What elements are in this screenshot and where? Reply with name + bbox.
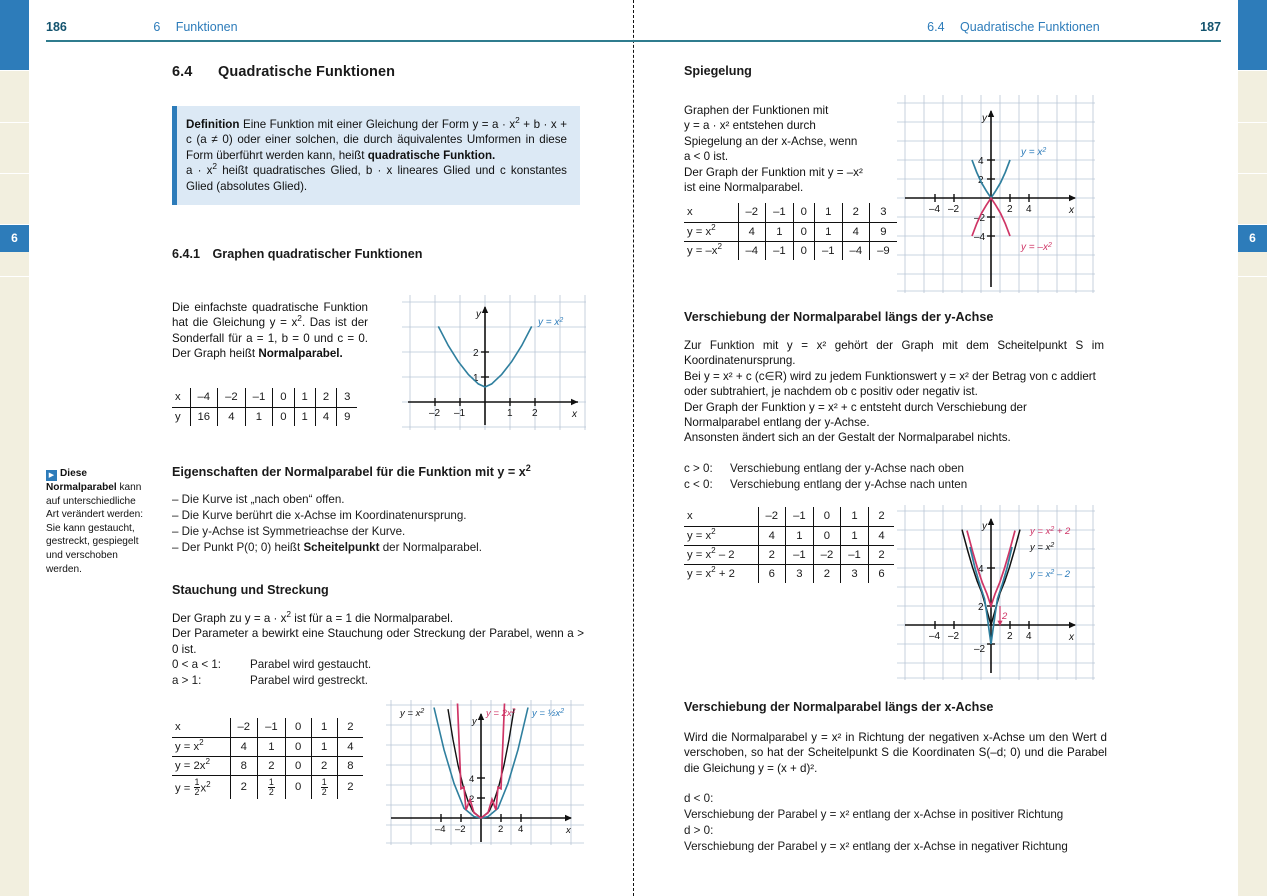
right-edge-top-block — [1238, 0, 1267, 70]
y-tick-label: 2 — [978, 175, 984, 186]
verschiebung-y-p4: Ansonsten ändert sich an der Gestalt der Normalparabel nichts. — [684, 431, 1011, 445]
definition-part2: + b · x + c (a ≠ 0) oder einer solchen, die durch äquivalentes Umformen in diese Form überführt werden kann, heißt — [186, 118, 567, 162]
header-chapter-number: 6 — [153, 20, 161, 34]
cell: 1 — [311, 718, 337, 737]
text-line: Graphen der Funktionen mit — [684, 104, 829, 117]
case-value: Verschiebung der Parabel y = x² entlang der x-Achse in positiver Richtung — [684, 808, 1064, 822]
table-row — [684, 526, 894, 545]
stauchung-p1-part2: ist für a = 1 die Normalparabel. — [291, 612, 454, 625]
text-line: ist eine Normalparabel. — [684, 181, 804, 195]
eigenschaften-heading-text: Eigenschaften der Normalparabel für die Funktion mit y = x — [172, 465, 526, 479]
row-label: y = — [175, 782, 194, 795]
y-axis-title: y — [472, 716, 477, 727]
cell: –2 — [218, 388, 246, 407]
row-label: y = 2x — [175, 759, 206, 772]
page-title — [172, 64, 634, 80]
eigenschaften-heading — [172, 462, 592, 479]
cell: 2 — [230, 775, 258, 799]
cell: 0 — [285, 775, 311, 799]
cell: 2 — [813, 564, 841, 583]
intro-text — [172, 300, 368, 362]
definition-part4: heißt quadratisches Glied, b · x lineares Glied und c konstantes Glied (absolutes Glied). — [186, 164, 567, 193]
list-item-bold: Scheitelpunkt — [303, 541, 380, 554]
edge-sep — [1238, 122, 1267, 123]
curve-label-x2-plus-2: $y = x^2 + 2$ — [1030, 526, 1071, 537]
x-tick-label: –2 — [429, 408, 441, 419]
list-item-part2: der Normalparabel. — [379, 541, 482, 554]
cell: –4 — [190, 388, 218, 407]
table-row — [684, 545, 894, 564]
y-tick-label: –4 — [974, 232, 986, 243]
definition-part1: Eine Funktion mit einer Gleichung der Form y = a · x — [239, 118, 516, 131]
case-key: d > 0: — [684, 824, 714, 838]
definition-lead: Definition — [186, 118, 240, 131]
table-row — [684, 203, 897, 222]
cell: 0 — [285, 737, 311, 756]
chart-spiegelung — [897, 95, 1095, 293]
cell: 1 — [841, 507, 869, 526]
left-chapter-tab-label: 6 — [11, 231, 18, 245]
edge-sep — [0, 276, 29, 277]
edge-sep — [0, 70, 29, 71]
stauchung-case-1 — [172, 657, 584, 673]
cell: 8 — [230, 756, 258, 775]
x-tick-label: 2 — [1007, 204, 1013, 215]
edge-sep — [1238, 224, 1267, 225]
y-tick-label: –2 — [974, 644, 986, 655]
y-tick-label: 4 — [978, 156, 984, 167]
x-tick-label: –4 — [435, 824, 446, 835]
cell: 1 — [294, 407, 315, 426]
cell: 4 — [315, 407, 336, 426]
y-tick-label: 1 — [473, 373, 479, 384]
cell: 0 — [285, 718, 311, 737]
cell: 0 — [793, 203, 814, 222]
edge-sep — [0, 224, 29, 225]
curve-label-x2: $y = x^2$ — [400, 708, 425, 719]
spiegelung-heading: Spiegelung — [684, 64, 752, 78]
curve-label-x2: $y = x^2$ — [1030, 542, 1055, 553]
x-tick-label: 2 — [532, 408, 538, 419]
row-label: y = –x — [687, 244, 718, 257]
cell: 0 — [285, 756, 311, 775]
cell: –1 — [841, 545, 869, 564]
edge-sep — [0, 173, 29, 174]
cell: 4 — [868, 526, 894, 545]
stauchung-block — [172, 583, 584, 689]
list-item: – Die Kurve ist „nach oben“ offen. — [172, 493, 345, 506]
verschiebung-y-p1: Zur Funktion mit y = x² gehört der Graph mit dem Scheitelpunkt S im Koordinatenursprung. — [684, 339, 1104, 368]
header-rule-right — [633, 40, 1221, 42]
cell: 4 — [230, 737, 258, 756]
stauchung-heading: Stauchung und Streckung — [172, 583, 329, 597]
table-stauchung — [172, 718, 363, 799]
table-row — [172, 388, 357, 407]
x-tick-label: 4 — [1026, 204, 1032, 215]
row-label-post: – 2 — [715, 548, 735, 561]
cell-label — [172, 737, 230, 756]
cell: 16 — [190, 407, 218, 426]
cell: 1 — [841, 526, 869, 545]
cell: 0 — [813, 526, 841, 545]
case-key: c < 0: — [684, 477, 713, 491]
list-item: – Die Kurve berührt die x-Achse im Koordinatenursprung. — [172, 509, 467, 522]
curve-label-minus-x2: $y = -x^2$ — [1021, 242, 1052, 253]
triangle-right-icon: ▶ — [46, 470, 57, 481]
case-key: a > 1: — [172, 674, 202, 688]
page-number-left: 186 — [46, 20, 67, 34]
section-number: 6.4 — [172, 64, 193, 80]
cell: 0 — [813, 507, 841, 526]
cell: 2 — [842, 203, 870, 222]
x-tick-label: –2 — [948, 631, 960, 642]
cell-label — [684, 222, 738, 241]
case-value: Verschiebung entlang der y-Achse nach oben — [730, 461, 964, 475]
cell: 9 — [870, 222, 897, 241]
y-axis-title: y — [476, 309, 481, 320]
cell-fraction — [311, 775, 337, 799]
edge-sep — [1238, 276, 1267, 277]
curve-label-y-x2: $y = x^2$ — [538, 317, 564, 328]
cell: 3 — [337, 388, 358, 407]
verschiebung-y-case-1 — [684, 461, 1104, 477]
left-chapter-tab — [0, 224, 29, 252]
cell: –9 — [870, 241, 897, 260]
x-tick-label: –1 — [454, 408, 466, 419]
verschiebung-x-block — [684, 700, 1107, 855]
y-tick-label: 2 — [473, 348, 479, 359]
x-tick-label: –4 — [929, 204, 941, 215]
cell: 1 — [766, 222, 794, 241]
sup-2: 2 — [717, 241, 722, 251]
verschiebung-x-case-1 — [684, 791, 1107, 823]
x-tick-label: 2 — [1007, 631, 1013, 642]
x-axis-title: x — [572, 409, 577, 420]
y-tick-label: 2 — [469, 794, 475, 805]
cell: 1 — [814, 222, 842, 241]
spiegelung-text — [684, 103, 904, 195]
margin-note — [46, 467, 150, 576]
header-chapter-title: Funktionen — [175, 20, 238, 34]
table-row — [684, 564, 894, 583]
table-row — [172, 407, 357, 426]
curve-label-x2: $y = x^2$ — [1021, 147, 1047, 158]
table-verschiebung-y — [684, 507, 894, 583]
cell: –4 — [738, 241, 766, 260]
table-spiegelung — [684, 203, 897, 260]
y-tick-label: 2 — [978, 602, 984, 613]
edge-sep — [1238, 70, 1267, 71]
table-row — [172, 718, 363, 737]
stauchung-p2: Der Parameter a bewirkt eine Stauchung oder Streckung der Parabel, wenn a > 0 ist. — [172, 627, 584, 656]
case-key: c > 0: — [684, 461, 713, 475]
text-line: Spiegelung an der x-Achse, wenn — [684, 134, 858, 148]
eigenschaften-list — [172, 492, 592, 556]
cell: –1 — [814, 241, 842, 260]
value-table-2 — [172, 718, 363, 799]
row-label: y = x — [687, 567, 712, 580]
cell: –1 — [258, 718, 286, 737]
list-item-part1: – Der Punkt P(0; 0) heißt — [172, 541, 304, 554]
cell: –1 — [245, 388, 273, 407]
cell: 3 — [841, 564, 869, 583]
intro-part2: . Das ist der Sonderfall für a = 1, b = 0 und c = 0. Der Graph heißt — [172, 316, 369, 361]
cell: 2 — [868, 507, 894, 526]
cell: 0 — [793, 222, 814, 241]
edge-sep — [1238, 173, 1267, 174]
curve-label-x2-minus-2: $y = x^2 - 2$ — [1030, 569, 1071, 580]
cell: –2 — [758, 507, 786, 526]
chart-normalparabel — [402, 295, 586, 430]
x-axis-title: x — [566, 825, 571, 836]
chart-stauchung-streckung — [386, 700, 584, 845]
cell: 2 — [258, 756, 286, 775]
cell: x — [684, 203, 738, 222]
cell: y — [172, 407, 190, 426]
verschiebung-y-case-2 — [684, 477, 1104, 493]
cell: 0 — [273, 388, 294, 407]
cell: 6 — [758, 564, 786, 583]
list-item: – Die y-Achse ist Symmetrieachse der Kurve. — [172, 525, 406, 538]
case-key: d < 0: — [684, 792, 714, 806]
cell: 9 — [337, 407, 358, 426]
cell: 2 — [758, 545, 786, 564]
cell: 2 — [337, 718, 363, 737]
cell: –2 — [813, 545, 841, 564]
sup-2: 2 — [206, 779, 211, 789]
fraction-one-half: $\frac{1}{2}$ — [194, 776, 200, 797]
subsection-title: Graphen quadratischer Funktionen — [212, 247, 423, 262]
table-row — [684, 222, 897, 241]
cell: –1 — [786, 545, 814, 564]
case-value: Parabel wird gestreckt. — [250, 674, 368, 688]
x-tick-label: –2 — [455, 824, 466, 835]
cell: 1 — [786, 526, 814, 545]
cell-label — [684, 526, 758, 545]
cell: –2 — [738, 203, 766, 222]
x-axis-title: x — [1069, 205, 1074, 216]
cell: 2 — [868, 545, 894, 564]
row-label: y = x — [687, 529, 712, 542]
table-normalparabel — [172, 388, 357, 426]
cell: –1 — [786, 507, 814, 526]
header-left — [46, 18, 636, 38]
row-label: y = x — [687, 225, 712, 238]
fraction-one-half: $\frac{1}{2}$ — [268, 776, 274, 797]
right-chapter-tab — [1238, 224, 1267, 252]
cell-label — [684, 241, 738, 260]
x-tick-label: 2 — [498, 824, 504, 835]
cell: x — [684, 507, 758, 526]
cell: 4 — [337, 737, 363, 756]
cell: –1 — [766, 203, 794, 222]
cell: 1 — [814, 203, 842, 222]
right-column — [684, 55, 1221, 854]
subsection-number: 6.4.1 — [172, 247, 201, 262]
cell-label — [684, 545, 758, 564]
cell: –1 — [766, 241, 794, 260]
cell: 4 — [738, 222, 766, 241]
cell: –2 — [230, 718, 258, 737]
intro-paragraph — [172, 300, 368, 362]
header-rule-left — [46, 40, 634, 42]
y-tick-label: 4 — [469, 774, 475, 785]
fraction-one-half: $\frac{1}{2}$ — [321, 776, 327, 797]
text-line: y = a · x² entstehen durch — [684, 119, 816, 133]
row-label: y = x — [175, 740, 200, 753]
margin-note-text: kann auf unterschiedliche Art verändert werden: Sie kann gestaucht, gestreckt, gespiegelt und verschoben werden. — [46, 482, 144, 575]
cell: 1 — [311, 737, 337, 756]
cell-fraction — [258, 775, 286, 799]
cell: 1 — [258, 737, 286, 756]
section-title: Quadratische Funktionen — [218, 64, 396, 80]
cell-label — [172, 756, 230, 775]
cell: 3 — [870, 203, 897, 222]
verschiebung-y-p2: Bei y = x² + c (c∈R) wird zu jedem Funktionswert y = x² der Betrag von c addiert oder subtrahiert, je nachdem ob c positiv oder negativ ist. — [684, 369, 1096, 399]
cell: x — [172, 718, 230, 737]
x-tick-label: 4 — [518, 824, 524, 835]
table-row — [684, 241, 897, 260]
left-edge-strip — [0, 0, 29, 896]
sup-2: 2 — [205, 756, 210, 766]
edge-sep — [0, 122, 29, 123]
cell: 1 — [294, 388, 315, 407]
cell: 2 — [315, 388, 336, 407]
subsection-heading — [172, 247, 634, 261]
sup-2: 2 — [711, 526, 716, 536]
intro-bold: Normalparabel. — [258, 347, 343, 361]
curve-label-half-x2: $y = \frac{1}{2}x^2$ — [532, 708, 565, 719]
sup-2: 2 — [212, 161, 218, 172]
margin-note-bold: Diese Normalparabel — [46, 468, 117, 493]
sup-2: 2 — [711, 564, 716, 574]
case-value: Verschiebung der Parabel y = x² entlang der x-Achse in negativer Richtung — [684, 840, 1068, 854]
x-axis-title: x — [1069, 632, 1074, 643]
y-axis-title: y — [982, 521, 987, 532]
stauchung-p1 — [172, 611, 584, 626]
table-row — [684, 507, 894, 526]
header-section-number: 6.4 — [927, 20, 945, 34]
cell: 4 — [842, 222, 870, 241]
x-tick-label: –2 — [948, 204, 960, 215]
sup-2: 2 — [286, 609, 292, 620]
text-line: a < 0 ist. — [684, 150, 729, 164]
cell: 3 — [786, 564, 814, 583]
cell: 4 — [758, 526, 786, 545]
stauchung-case-2 — [172, 673, 584, 689]
cell: 2 — [337, 775, 363, 799]
table-row — [172, 737, 363, 756]
table-row — [172, 775, 363, 799]
y-tick-label: –2 — [974, 213, 986, 224]
x-tick-label: 1 — [507, 408, 513, 419]
cell: –4 — [842, 241, 870, 260]
value-table-4 — [684, 507, 894, 583]
cell-label — [684, 564, 758, 583]
value-table-3 — [684, 203, 897, 260]
left-edge-top-block — [0, 0, 29, 70]
verschiebung-y-heading: Verschiebung der Normalparabel längs der y-Achse — [684, 310, 994, 324]
verschiebung-x-p1: Wird die Normalparabel y = x² in Richtung der negativen x-Achse um den Wert d verschoben, so hat der Scheitelpunkt S die Koordinaten S(–d; 0) und die Parabel die Gleichung y = (x + d)². — [684, 731, 1107, 775]
list-item — [172, 540, 592, 556]
y-axis-title: y — [982, 113, 987, 124]
table-row — [172, 756, 363, 775]
page-number-right: 187 — [1200, 20, 1221, 34]
verschiebung-y-block — [684, 310, 1104, 493]
case-value: Verschiebung entlang der y-Achse nach unten — [730, 477, 968, 491]
verschiebung-x-heading: Verschiebung der Normalparabel längs der x-Achse — [684, 700, 994, 714]
definition-part3: a · x — [186, 164, 213, 178]
definition-bold: quadratische Funktion. — [367, 148, 496, 162]
sup-2: 2 — [711, 545, 716, 555]
cell: 6 — [868, 564, 894, 583]
cell: 0 — [793, 241, 814, 260]
header-right — [631, 18, 1221, 38]
chart-verschiebung-y — [897, 505, 1095, 680]
y-tick-label: 4 — [978, 564, 984, 575]
verschiebung-y-p3: Der Graph der Funktion y = x² + c entsteht durch Verschiebung der Normalparabel entlang der y-Achse. — [684, 400, 1027, 430]
verschiebung-x-case-2 — [684, 823, 1107, 855]
sup-2: 2 — [199, 737, 204, 747]
sup-2: 2 — [711, 222, 716, 232]
case-key: 0 < a < 1: — [172, 658, 221, 672]
value-table-1 — [172, 388, 357, 426]
cell: 4 — [218, 407, 246, 426]
cell: 0 — [273, 407, 294, 426]
row-label-post: + 2 — [715, 567, 735, 580]
sup-2: 2 — [515, 115, 520, 126]
row-label: y = x — [687, 548, 712, 561]
x-tick-label: 4 — [1026, 631, 1032, 642]
cell-label — [172, 775, 230, 799]
x-tick-label: –4 — [929, 631, 941, 642]
eigenschaften-block — [172, 462, 592, 556]
row-label-post: x — [200, 782, 207, 795]
sup-2: 2 — [297, 313, 302, 324]
right-chapter-tab-label: 6 — [1249, 231, 1256, 245]
cell: 8 — [337, 756, 363, 775]
right-edge-strip — [1238, 0, 1267, 896]
sup-2: 2 — [525, 462, 531, 473]
offset-annotation-label: 2 — [1002, 611, 1008, 622]
intro-part1: Die einfachste quadratische Funktion hat die Gleichung y = x — [172, 301, 368, 330]
text-line: Der Graph der Funktion mit y = –x² — [684, 165, 863, 179]
definition-box — [172, 106, 580, 205]
definition-text — [186, 117, 567, 194]
cell: 1 — [245, 407, 273, 426]
header-section-title: Quadratische Funktionen — [960, 20, 1100, 34]
cell: 2 — [311, 756, 337, 775]
case-value: Parabel wird gestaucht. — [250, 658, 372, 672]
stauchung-p1-part1: Der Graph zu y = a · x — [172, 612, 287, 625]
curve-label-2x2: $y = 2x^2$ — [486, 708, 516, 719]
cell: x — [172, 388, 190, 407]
